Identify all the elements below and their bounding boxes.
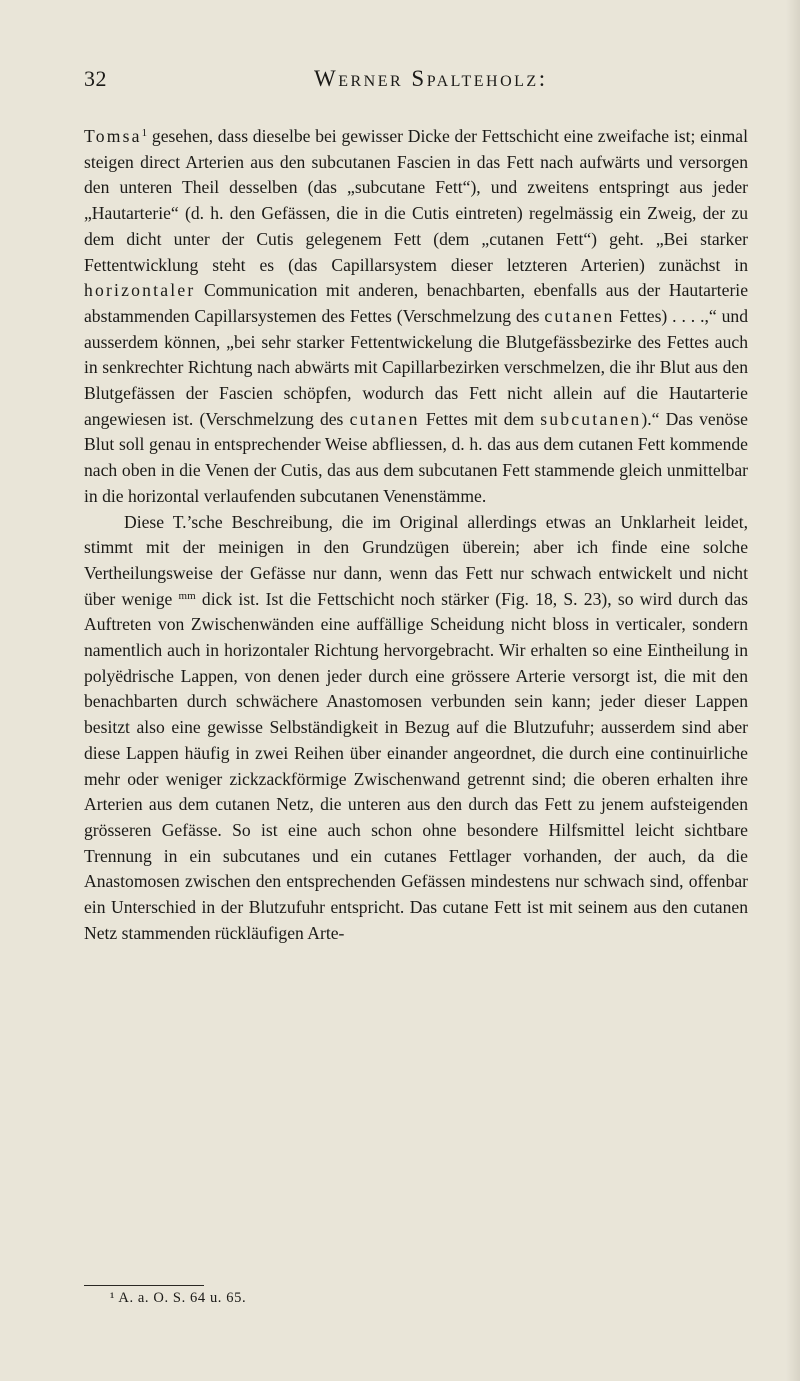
paragraph-1-text-e: ).“ Das venöse Blut soll genau in entsprechender Weise abfliessen, d. h. das aus dem cutanen Fett kommende nach oben in die Venen der Cutis, das aus dem subcutanen Fett stammende gleich unmittelbar in die horizontal verlaufenden subcutanen Venenstämme. [84,408,748,506]
footnote: ¹ A. a. O. S. 64 u. 65. [110,1290,247,1306]
paragraph-1 [84,124,748,510]
paragraph-1-text-d: Fettes mit dem [419,408,541,429]
paragraph-1-text-c: Fettes) . . . .,“ und ausserdem können, „bei sehr starker Fettentwickelung die Blutgefässbezirke des Fettes auch in senkrechter Richtung nach abwärts mit Capillarbezirken verschmelzen, die ihr Blut aus den Blutgefässen der Fascien schöpfen, wodurch das Fett nicht allein auf die Hautarterie angewiesen ist. (Verschmelzung des [84,305,748,429]
paragraph-2-text-b: dick ist. Ist die Fettschicht noch stärker (Fig. 18, S. 23), so wird durch das Auftreten von Zwischenwänden eine auffällige Scheidung nicht bloss in verticaler, sondern namentlich auch in horizontaler Richtung hervorgebracht. Wir erhalten so eine Eintheilung in polyëdrische Lappen, von denen jeder durch eine grössere Arterie versorgt ist, die mit den benachbarten durch schwächere Anastomosen verbunden sein kann; jeder dieser Lappen besitzt also eine gewisse Selbständigkeit in Bezug auf die Blutzufuhr; ausserdem sind aber diese Lappen häufig in zwei Reihen über einander angeordnet, die durch eine continuirliche mehr oder weniger zickzackförmige Zwischenwand getrennt sind; die oberen erhalten ihre Arterien aus dem cutanen Netz, die unteren aus den durch das Fett zu jenem aufsteigenden grösseren Gefässe. So ist eine auch schon ohne besondere Hilfsmittel leicht sichtbare Trennung in ein subcutanes und ein cutanes Fettlager vorhanden, der auch, da die Anastomosen zwischen den entsprechenden Gefässen mindestens nur schwach sind, offenbar ein Unterschied in der Blutzufuhr entspricht. Das cutane Fett ist mit seinem aus den cutanen Netz stammenden rückläufigen Arte- [84,588,748,943]
footnote-rule [84,1285,204,1286]
paragraph-1-text-b: Communication mit anderen, benachbarten, ebenfalls aus der Hautarterie abstammenden Capillarsystemen des Fettes (Verschmelzung des [84,280,748,326]
author-name-spaced: Tomsa [84,126,142,146]
emphasis-cutanen-2: cutanen [349,408,420,429]
paragraph-2 [84,510,748,947]
page-number: 32 [84,66,107,91]
page-header [84,66,742,96]
paragraph-2-text-a: Diese T.’sche Beschreibung, die im Original allerdings etwas an Unklarheit leidet, stimmt mit der meinigen in den Grundzügen überein; aber ich finde eine solche Vertheilungsweise der Gefässe nur dann, wenn das Fett nur schwach entwickelt und nicht über wenige [84,511,748,609]
body-text [84,124,748,947]
footnote-reference: 1 [141,127,148,139]
paragraph-1-text-a: gesehen, dass dieselbe bei gewisser Dicke der Fettschicht eine zweifache ist; einmal steigen direct Arterien aus den subcutanen Fascien in das Fett nach aufwärts und versorgen den unteren Theil desselben (das „subcutane Fett“), und zweitens entspringt aus jeder „Hautarterie“ (d. h. den Gefässen, die in die Cutis eintreten) regelmässig ein Zweig, der zu dem dicht unter der Cutis gelegenem Fett (dem „cutanen Fett“) geht. „Bei starker Fettentwicklung steht es (das Capillarsystem dieser letzteren Arterien) zunächst in [84,126,748,275]
emphasis-subcutanen: subcutanen [540,408,642,429]
page-edge-shadow [786,0,800,1381]
unit-superscript: mm [178,589,196,602]
emphasis-cutanen-1: cutanen [544,305,615,326]
running-head: Werner Spalteholz: [314,66,548,91]
emphasis-horizontaler: horizontaler [84,280,196,301]
